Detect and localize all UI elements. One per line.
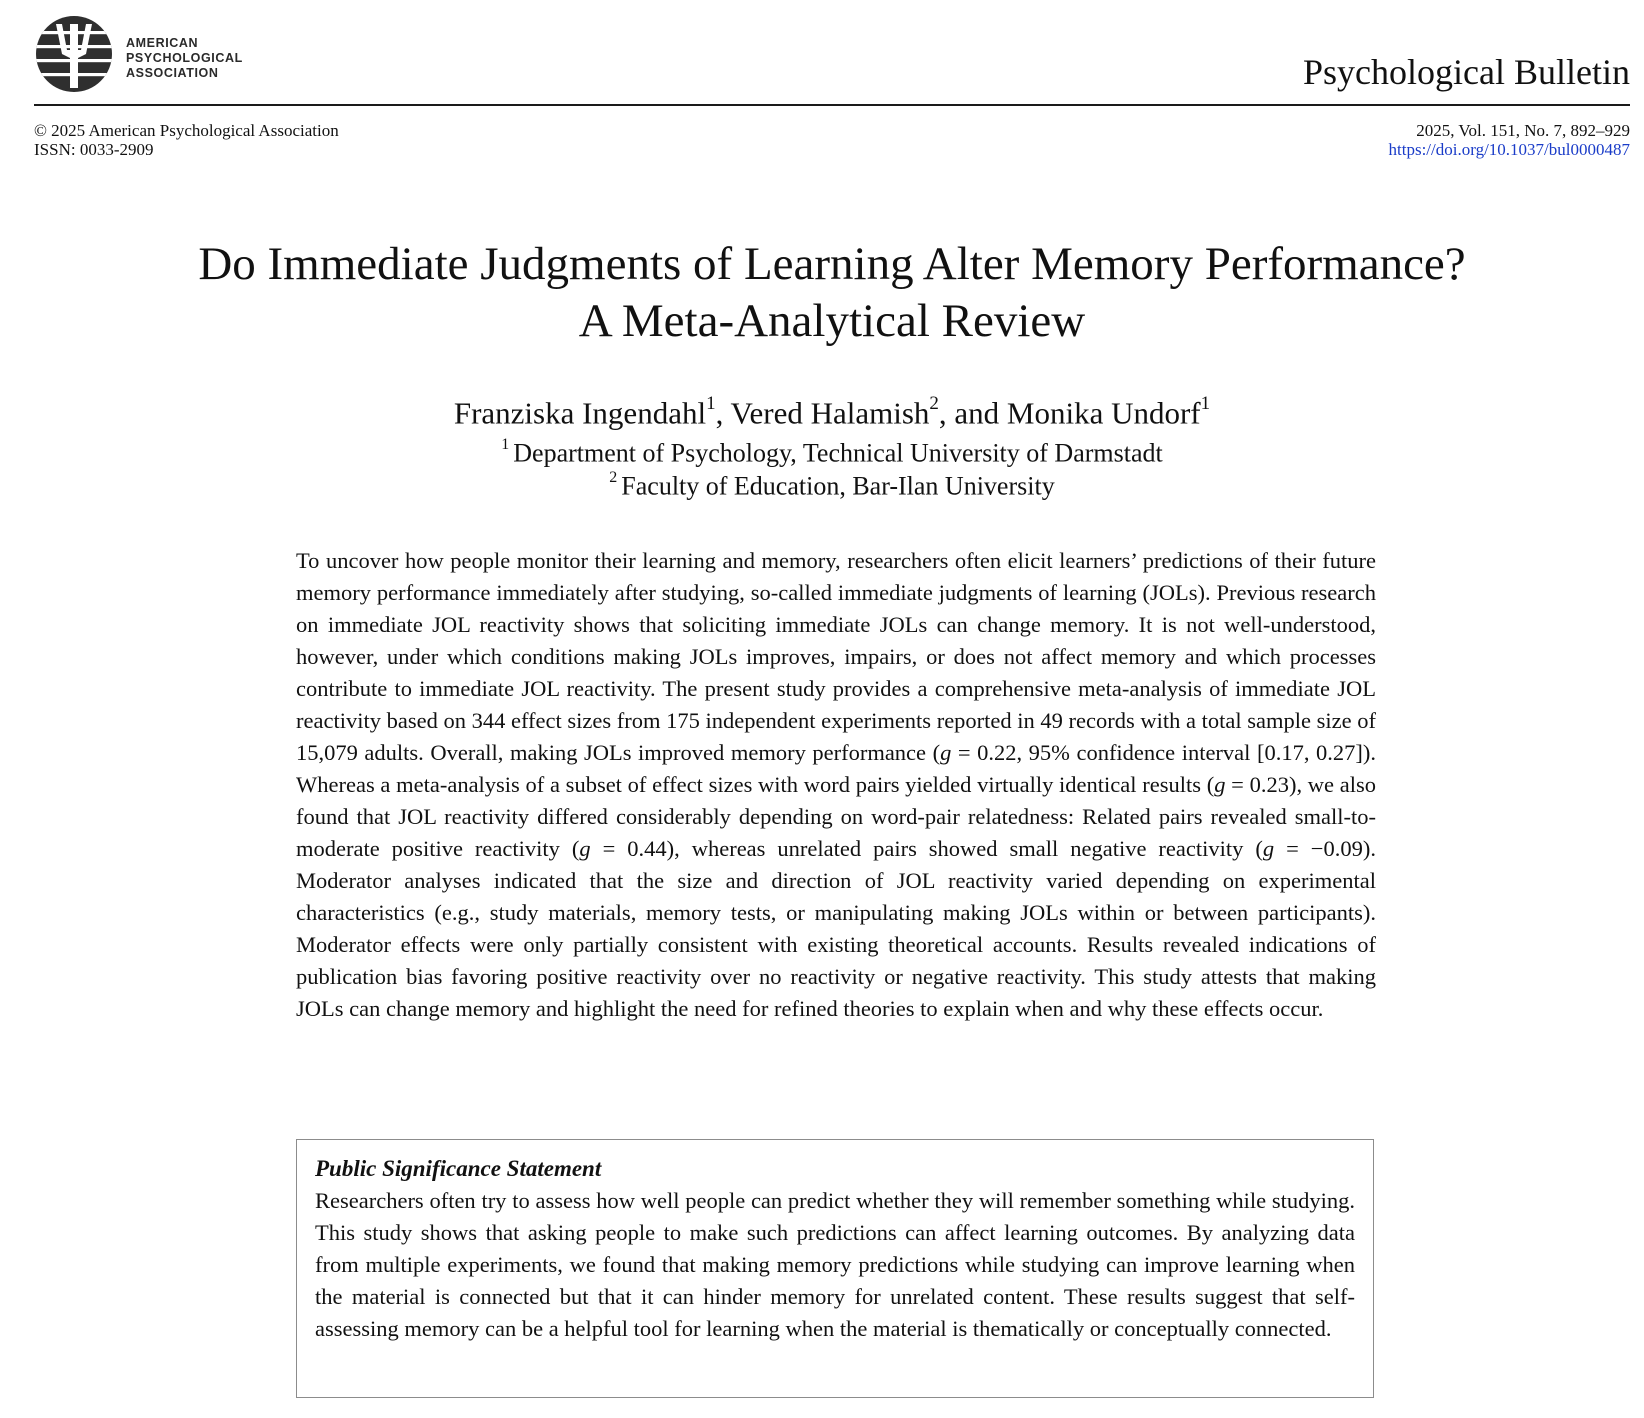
publisher-logo	[34, 14, 334, 94]
apa-logo-mark-icon	[34, 14, 114, 94]
publisher-name-line: PSYCHOLOGICAL	[126, 51, 243, 65]
page-header	[34, 14, 1630, 104]
affiliation	[40, 465, 1624, 503]
author-separator: , and	[938, 395, 1007, 431]
author-name: Monika Undorf	[1006, 395, 1201, 431]
statistic-symbol: g	[1214, 772, 1226, 797]
doi-link[interactable]: https://doi.org/10.1037/bul0000487	[1388, 140, 1630, 159]
affiliation-text: Department of Psychology, Technical University of Darmstadt	[513, 438, 1163, 468]
statistic-symbol: g	[1262, 836, 1275, 861]
statistic-symbol: g	[940, 740, 952, 765]
copyright-notice: © 2025 American Psychological Association	[34, 121, 339, 140]
author-affiliation-marker: 1	[1200, 393, 1211, 414]
header-divider	[34, 104, 1630, 106]
volume-info: 2025, Vol. 151, No. 7, 892–929	[1416, 121, 1630, 140]
public-significance-box	[296, 1139, 1374, 1398]
publisher-name-line: ASSOCIATION	[126, 66, 219, 80]
issn: ISSN: 0033-2909	[34, 140, 154, 159]
affiliation-number: 1	[501, 436, 510, 453]
publication-meta-left	[34, 121, 339, 159]
publisher-name	[126, 36, 243, 81]
author-list	[40, 388, 1624, 432]
author-affiliation-marker: 1	[706, 393, 716, 414]
affiliation-text: Faculty of Education, Bar-Ilan University	[621, 471, 1055, 501]
statistic-symbol: g	[579, 836, 591, 861]
author-name: Franziska Ingendahl	[453, 395, 707, 431]
author-separator: ,	[715, 395, 731, 431]
article-title-line: Do Immediate Judgments of Learning Alter Memory Performance?	[198, 238, 1466, 290]
abstract: To uncover how people monitor their learning and memory, researchers often elicit learners’ predictions of their future memory performance immediately after studying, so-called immediate judgments of learning (JOLs). Previous research on immediate JOL reactivity shows that soliciting immediate JOLs can change memory. It is not well-understood, however, under which conditions making JOLs improves, impairs, or does not affect memory and which processes contribute to immediate JOL reactivity. The present study provides a comprehensive meta-analysis of immediate JOL reactivity based on 344 effect sizes from 175 independent experiments reported in 49 records with a total sample size of 15,079 adults. Overall, making JOLs improved memory performance (g = 0.22, 95% confidence interval [0.17, 0.27]). Whereas a meta-analysis of a subset of effect sizes with word pairs yielded virtually identical results (g = 0.23), we also found that JOL reactivity differed considerably depending on word-pair relatedness: Related pairs revealed small-to-moderate positive reactivity (g = 0.44), whereas unrelated pairs showed small negative reactivity (g = −0.09). Moderator analyses indicated that the size and direction of JOL reactivity varied depending on experimental characteristics (e.g., study materials, memory tests, or manipulating making JOLs within or between participants). Moderator effects were only partially consistent with existing theoretical accounts. Results revealed indications of publication bias favoring positive reactivity over no reactivity or negative reactivity. This study attests that making JOLs can change memory and highlight the need for refined theories to explain when and why these effects occur.	[296, 548, 1376, 1021]
public-significance-body: Researchers often try to assess how well people can predict whether they will remember something while studying. This study shows that asking people to make such predictions can affect learning outcomes. By analyzing data from multiple experiments, we found that making memory predictions while studying can improve learning when the material is connected but that it can hinder memory for unrelated content. These results suggest that self-assessing memory can be a helpful tool for learning when the material is thematically or conceptually connected.	[315, 1188, 1355, 1341]
article-title-line: A Meta-Analytical Review	[578, 295, 1086, 347]
publication-meta-right	[1389, 121, 1630, 159]
article-title	[40, 236, 1624, 350]
affiliation-number: 2	[609, 469, 618, 486]
affiliation	[40, 432, 1624, 470]
publisher-name-line: AMERICAN	[126, 36, 199, 50]
author-affiliation-marker: 2	[929, 393, 939, 414]
journal-name: Psychological Bulletin	[1303, 52, 1630, 92]
public-significance-heading: Public Significance Statement	[315, 1156, 602, 1181]
author-name: Vered Halamish	[730, 395, 930, 431]
